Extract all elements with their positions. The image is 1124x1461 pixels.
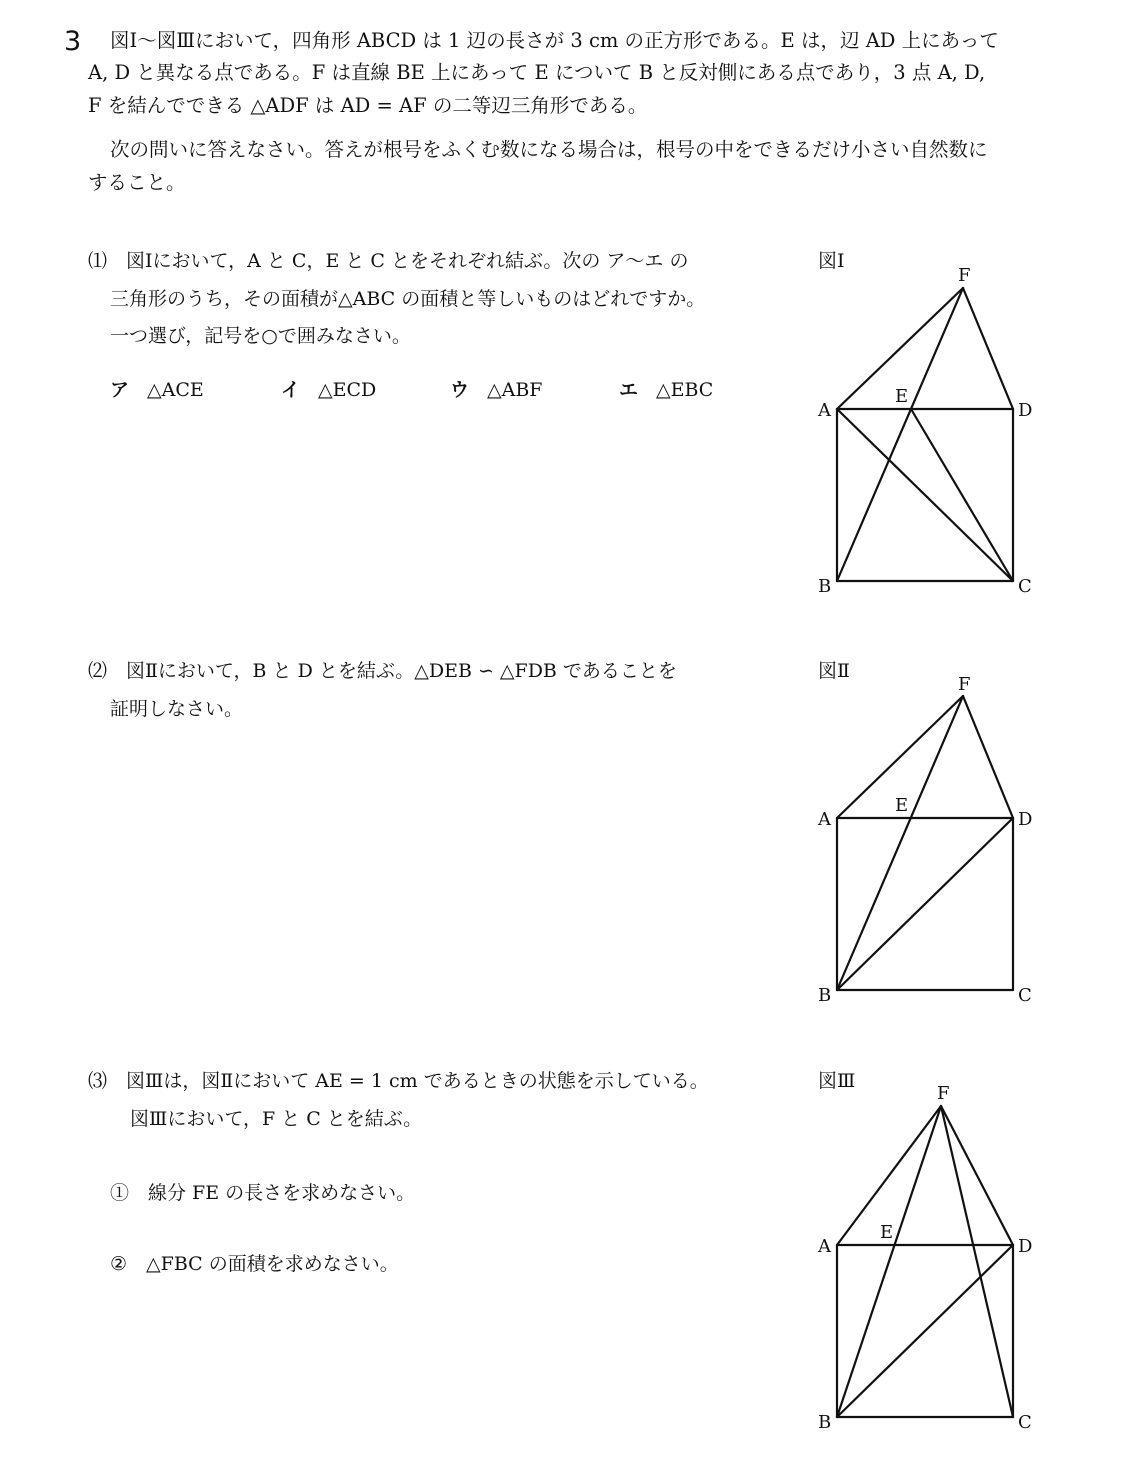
q1-line-2: 三角形のうち，その面積が△ABC の面積と等しいものはどれですか。 — [110, 288, 706, 310]
problem-number: 3 — [64, 26, 82, 57]
choice-i-text: △ECD — [318, 379, 377, 401]
fig3-segment-bd — [837, 1245, 1013, 1417]
fig2-segment-bf — [837, 696, 963, 990]
fig3-point-d: D — [1018, 1236, 1033, 1257]
fig2-segment-bd — [837, 818, 1013, 990]
fig2-point-b: B — [818, 985, 832, 1006]
fig3-point-a: A — [818, 1236, 831, 1257]
intro-line-1: 図Ⅰ～図Ⅲにおいて，四角形 ABCD は 1 辺の長さが 3 cm の正方形である。E は，辺 AD 上にあって — [110, 29, 999, 52]
figure-2-label: 図Ⅱ — [818, 660, 850, 682]
intro-line-5: すること。 — [88, 171, 186, 194]
choice-a-label: ア — [110, 379, 130, 401]
fig1-segment-fd — [963, 288, 1013, 409]
fig3-segment-bf — [837, 1106, 941, 1417]
fig1-point-f: F — [958, 265, 971, 286]
choice-i-label: イ — [281, 379, 301, 401]
q2-line-2: 証明しなさい。 — [110, 698, 244, 720]
q3-sub-1: ① 線分 FE の長さを求めなさい。 — [110, 1182, 416, 1204]
fig3-point-c: C — [1018, 1412, 1032, 1433]
fig1-point-a: A — [818, 400, 831, 421]
choice-a-text: △ACE — [147, 379, 204, 401]
fig3-segment-fd — [941, 1106, 1013, 1245]
fig3-point-b: B — [818, 1412, 832, 1433]
intro-line-4: 次の問いに答えなさい。答えが根号をふくむ数になる場合は，根号の中をできるだけ小さい自然数に — [110, 138, 988, 161]
choice-e-label: エ — [619, 379, 639, 401]
q2-line-1: ⑵ 図Ⅱにおいて，B と D とを結ぶ。△DEB ∽ △FDB であることを — [88, 660, 677, 682]
fig2-segment-fd — [963, 696, 1013, 818]
figure-1-label: 図Ⅰ — [818, 250, 845, 272]
q1-line-1: ⑴ 図Ⅰにおいて，A と C，E と C とをそれぞれ結ぶ。次の ア～エ の — [88, 250, 689, 272]
q1-line-3: 一つ選び，記号を○で囲みなさい。 — [110, 325, 411, 347]
fig2-point-d: D — [1018, 809, 1033, 830]
fig2-point-e: E — [895, 795, 909, 816]
figure-3-label: 図Ⅲ — [818, 1070, 856, 1092]
fig3-point-f: F — [937, 1083, 950, 1104]
fig1-segment-bf — [837, 288, 963, 581]
intro-line-2: A, D と異なる点である。F は直線 BE 上にあって E について B と反対側にある点であり，3 点 A, D, — [88, 61, 986, 84]
fig2-point-a: A — [818, 809, 831, 830]
fig3-point-e: E — [880, 1222, 894, 1243]
fig1-point-c: C — [1018, 576, 1032, 597]
q3-sub-2: ② △FBC の面積を求めなさい。 — [110, 1253, 399, 1275]
fig1-point-e: E — [895, 386, 909, 407]
fig1-segment-ac — [837, 409, 1013, 581]
fig1-point-b: B — [818, 576, 832, 597]
choice-e-text: △EBC — [656, 379, 714, 401]
choice-u-label: ウ — [450, 379, 470, 401]
q3-line-1: ⑶ 図Ⅲは，図Ⅱにおいて AE = 1 cm であるときの状態を示している。 — [88, 1070, 709, 1092]
fig2-point-c: C — [1018, 985, 1032, 1006]
q3-line-2: 図Ⅲにおいて，F と C とを結ぶ。 — [130, 1108, 423, 1130]
fig3-segment-fc — [941, 1106, 1013, 1417]
fig1-point-d: D — [1018, 400, 1033, 421]
choice-u-text: △ABF — [487, 379, 543, 401]
intro-line-3: F を結んでできる △ADF は AD = AF の二等辺三角形である。 — [88, 94, 648, 117]
fig2-point-f: F — [958, 674, 971, 695]
